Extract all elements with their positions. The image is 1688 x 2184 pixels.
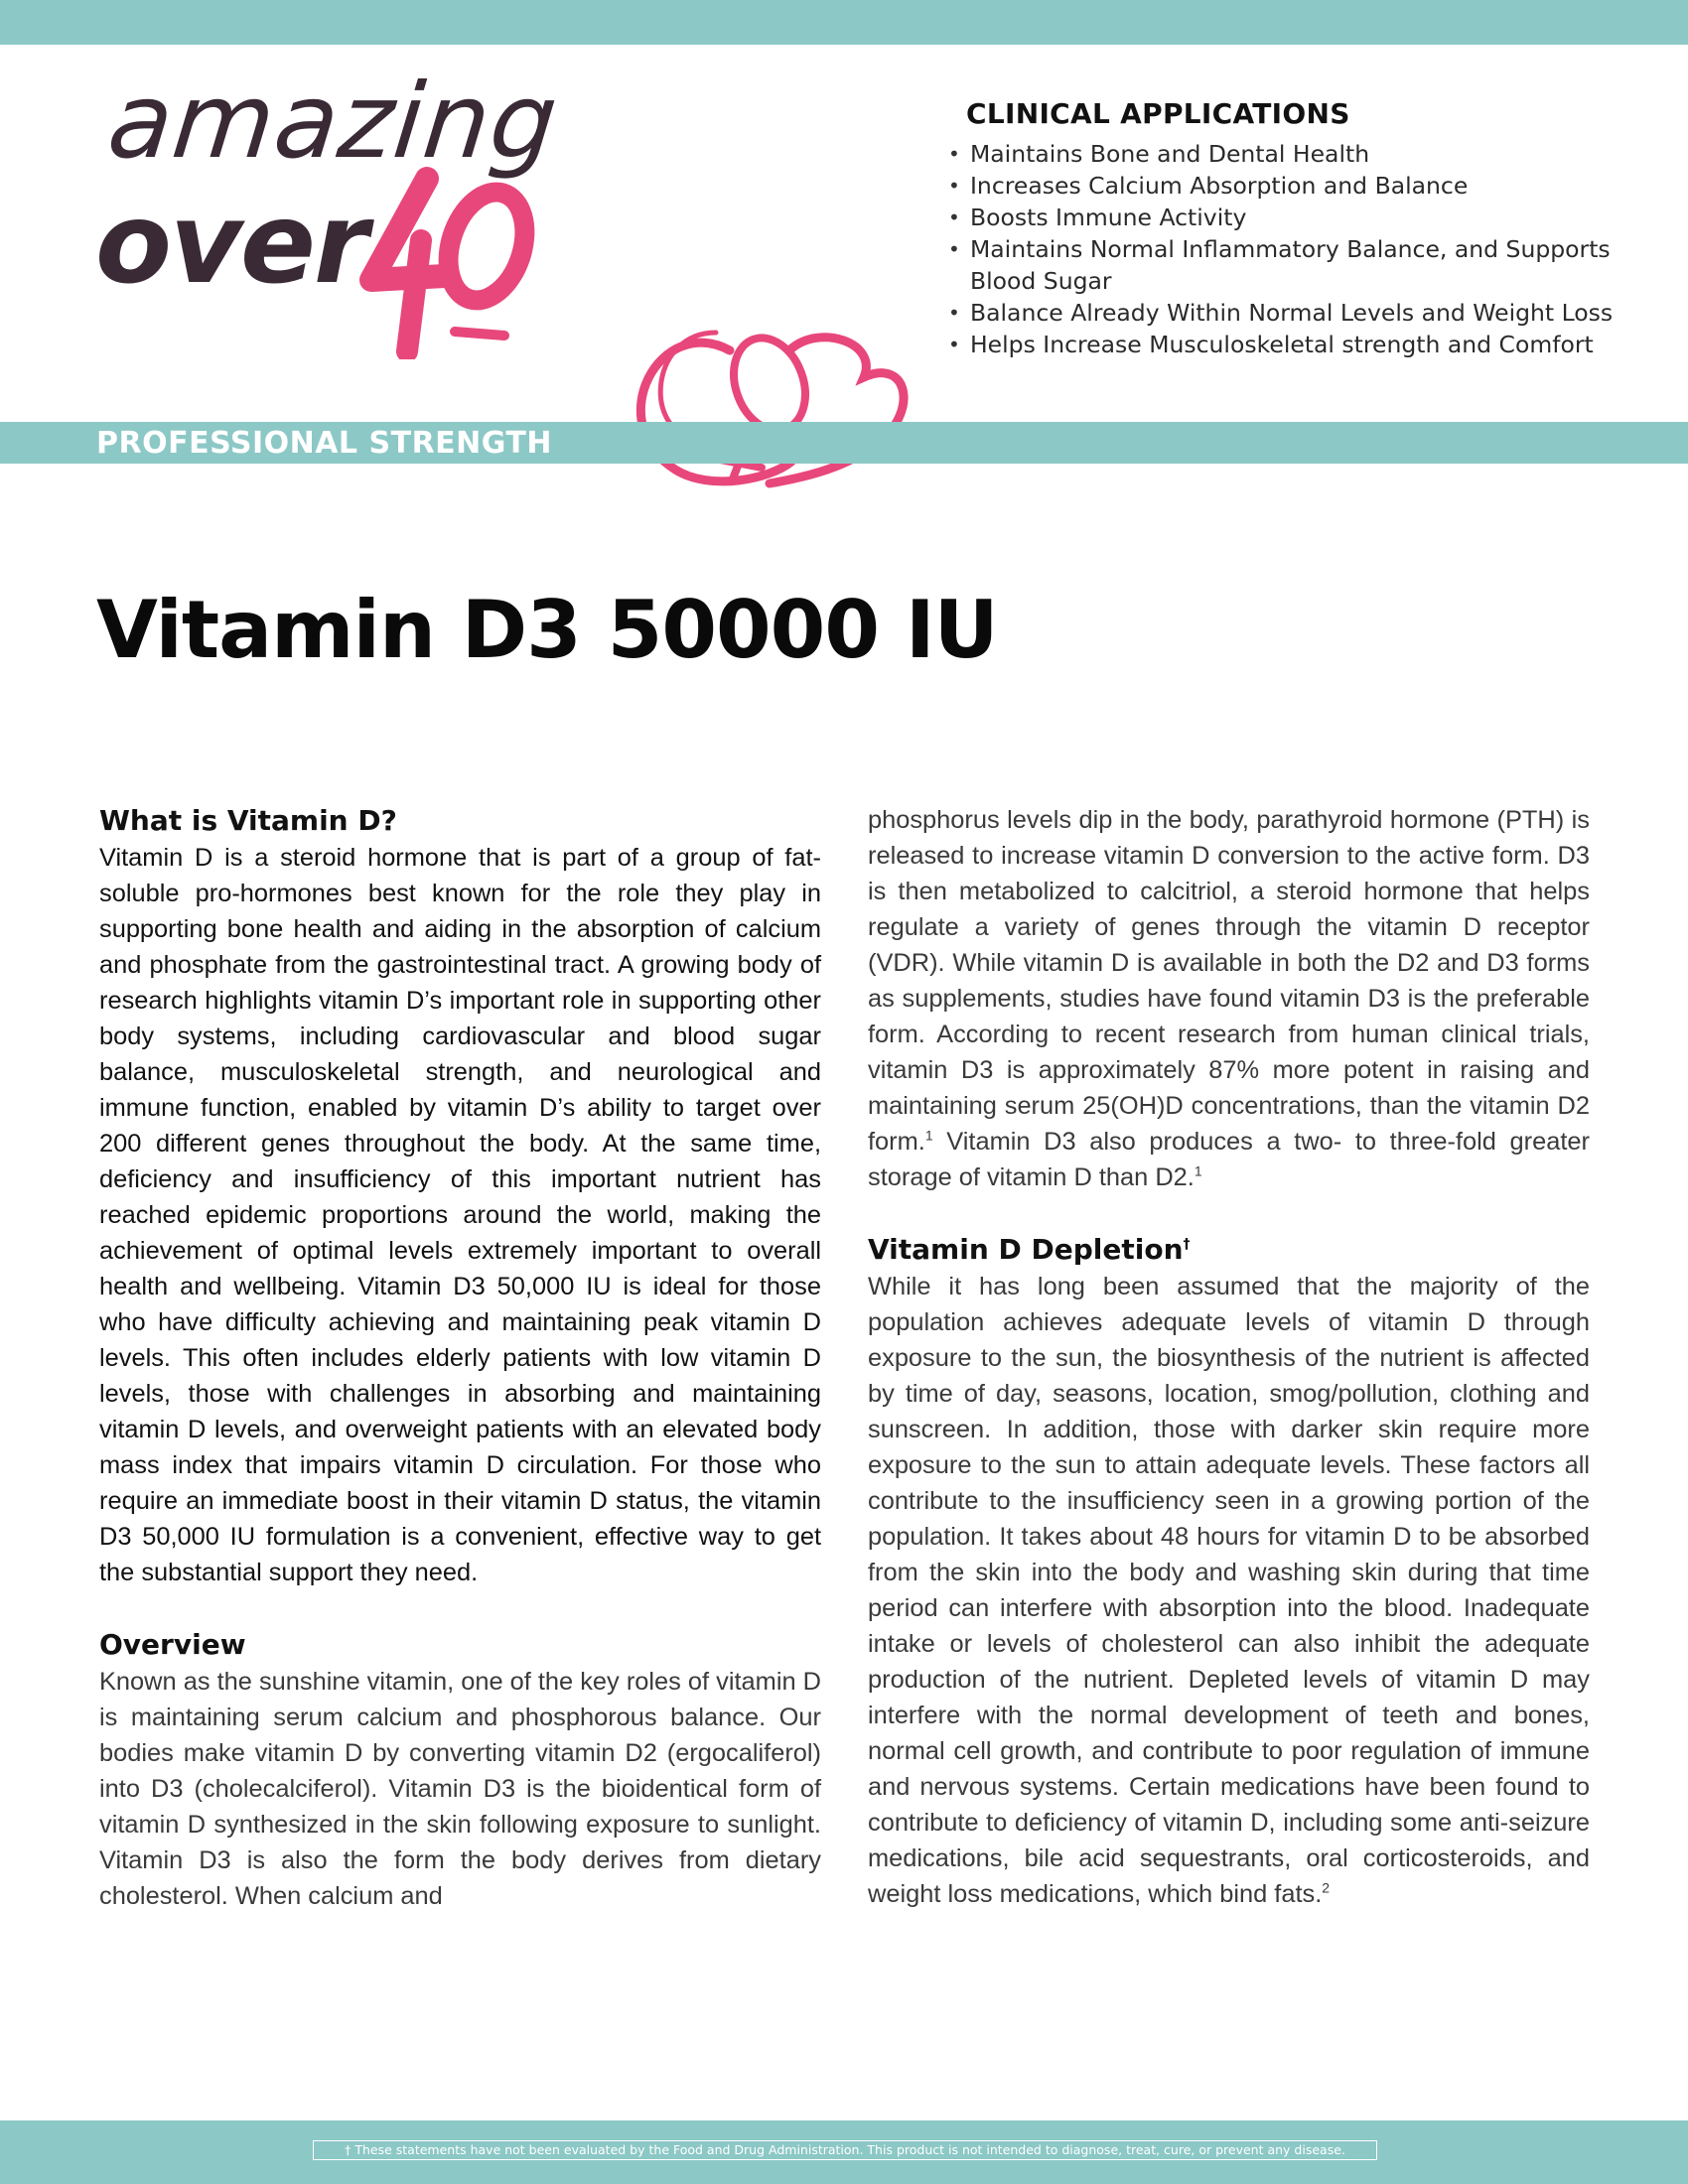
logo-word-over: over bbox=[95, 180, 367, 309]
clinical-applications-title: CLINICAL APPLICATIONS bbox=[966, 97, 1350, 130]
top-color-bar bbox=[0, 0, 1688, 45]
right-column bbox=[868, 802, 1590, 1912]
list-item: • Helps Increase Musculoskeletal strength and Comfort bbox=[948, 329, 1623, 360]
fda-disclaimer: † These statements have not been evaluated by the Food and Drug Administration. This product is not intended to diagnose, treat, cure, or prevent any disease. bbox=[313, 2140, 1377, 2160]
dagger-marker: † bbox=[1183, 1236, 1191, 1253]
list-item: • Maintains Bone and Dental Health bbox=[948, 138, 1623, 170]
clinical-applications-list bbox=[948, 138, 1623, 360]
list-item: • Boosts Immune Activity bbox=[948, 202, 1623, 233]
what-is-vitamin-d-body: Vitamin D is a steroid hormone that is part of a group of fat-soluble pro-hormones best known for the role they play in supporting bone health and aiding in the absorption of calcium and phosphate from the gastrointestinal tract. A growing body of research highlights vitamin D’s important role in supporting other body systems, including cardiovascular and blood sugar balance, musculoskeletal strength, and neurological and immune function, enabled by vitamin D’s ability to target over 200 different genes throughout the body. At the same time, deficiency and insufficiency of this important nutrient has reached epidemic proportions around the world, making the achievement of optimal levels extremely important to overall health and wellbeing. Vitamin D3 50,000 IU is ideal for those who have difficulty achieving and maintaining peak vitamin D levels. This often includes elderly patients with low vitamin D levels, those with challenges in absorbing and maintaining vitamin D levels, and overweight patients with an elevated body mass index that impairs vitamin D circulation. For those who require an immediate boost in their vitamin D status, the vitamin D3 50,000 IU formulation is a convenient, effective way to get the substantial support they need. bbox=[99, 844, 821, 1586]
list-item: • Maintains Normal Inflammatory Balance, and Supports Blood Sugar bbox=[948, 233, 1623, 297]
reference-marker: 2 bbox=[1322, 1879, 1331, 1896]
brand-logo bbox=[89, 61, 586, 397]
product-title: Vitamin D3 50000 IU bbox=[96, 584, 998, 676]
reference-marker: 1 bbox=[1194, 1162, 1202, 1179]
professional-strength-label: PROFESSIONAL STRENGTH bbox=[96, 426, 552, 461]
section-title-overview: Overview bbox=[99, 1628, 246, 1661]
depletion-title-text: Vitamin D Depletion bbox=[868, 1233, 1184, 1266]
logo-40-graphic bbox=[350, 161, 538, 359]
section-title-vitamin-d-depletion bbox=[868, 1231, 1590, 1269]
left-column bbox=[99, 802, 821, 1914]
vitamin-d-depletion-body bbox=[868, 1269, 1590, 1912]
overview-continued-text-a: phosphorus levels dip in the body, parathyroid hormone (PTH) is released to increase vitamin D conversion to the active form. D3 is then metabolized to calcitriol, a steroid hormone that helps regulate a variety of genes through the vitamin D receptor (VDR). While vitamin D is available in both the D2 and D3 forms as supplements, studies have found vitamin D3 is the preferable form. According to recent research from human clinical trials, vitamin D3 is approximately 87% more potent in raising and maintaining serum 25(OH)D concentrations, than the vitamin D2 form. bbox=[868, 806, 1590, 1156]
overview-continued-text-b: Vitamin D3 also produces a two- to three-fold greater storage of vitamin D than D2. bbox=[868, 1128, 1590, 1191]
section-title-what-is-vitamin-d: What is Vitamin D? bbox=[99, 804, 397, 837]
female-heart-emblem bbox=[621, 303, 909, 516]
clinical-applications bbox=[948, 97, 1623, 360]
reference-marker: 1 bbox=[924, 1127, 933, 1144]
list-item: • Balance Already Within Normal Levels and Weight Loss bbox=[948, 297, 1623, 329]
overview-body: Known as the sunshine vitamin, one of the key roles of vitamin D is maintaining serum calcium and phosphorous balance. Our bodies make vitamin D by converting vitamin D2 (ergocaliferol) into D3 (cholecalciferol). Vitamin D3 is the bioidentical form of vitamin D synthesized in the skin following exposure to sunlight. Vitamin D3 is also the form the body derives from dietary cholesterol. When calcium and bbox=[99, 1668, 821, 1910]
logo-word-amazing: amazing bbox=[102, 61, 564, 182]
list-item: • Increases Calcium Absorption and Balance bbox=[948, 170, 1623, 202]
overview-body-continued bbox=[868, 802, 1590, 1195]
depletion-text: While it has long been assumed that the majority of the population achieves adequate levels of vitamin D through exposure to the sun, the biosynthesis of the nutrient is affected by time of day, seasons, location, smog/pollution, clothing and sunscreen. In addition, those with darker skin require more exposure to the sun to attain adequate levels. These factors all contribute to the insufficiency seen in a growing portion of the population. It takes about 48 hours for vitamin D to be absorbed from the skin into the body and washing skin during that time period can interfere with absorption into the blood. Inadequate intake or levels of cholesterol can also inhibit the adequate production of the nutrient. Depleted levels of vitamin D may interfere with the normal development of teeth and bones, normal cell growth, and contribute to poor regulation of immune and nervous systems. Certain medications have been found to contribute to deficiency of vitamin D, including some anti-seizure medications, bile acid sequestrants, oral corticosteroids, and weight loss medications, which bind fats. bbox=[868, 1273, 1590, 1908]
